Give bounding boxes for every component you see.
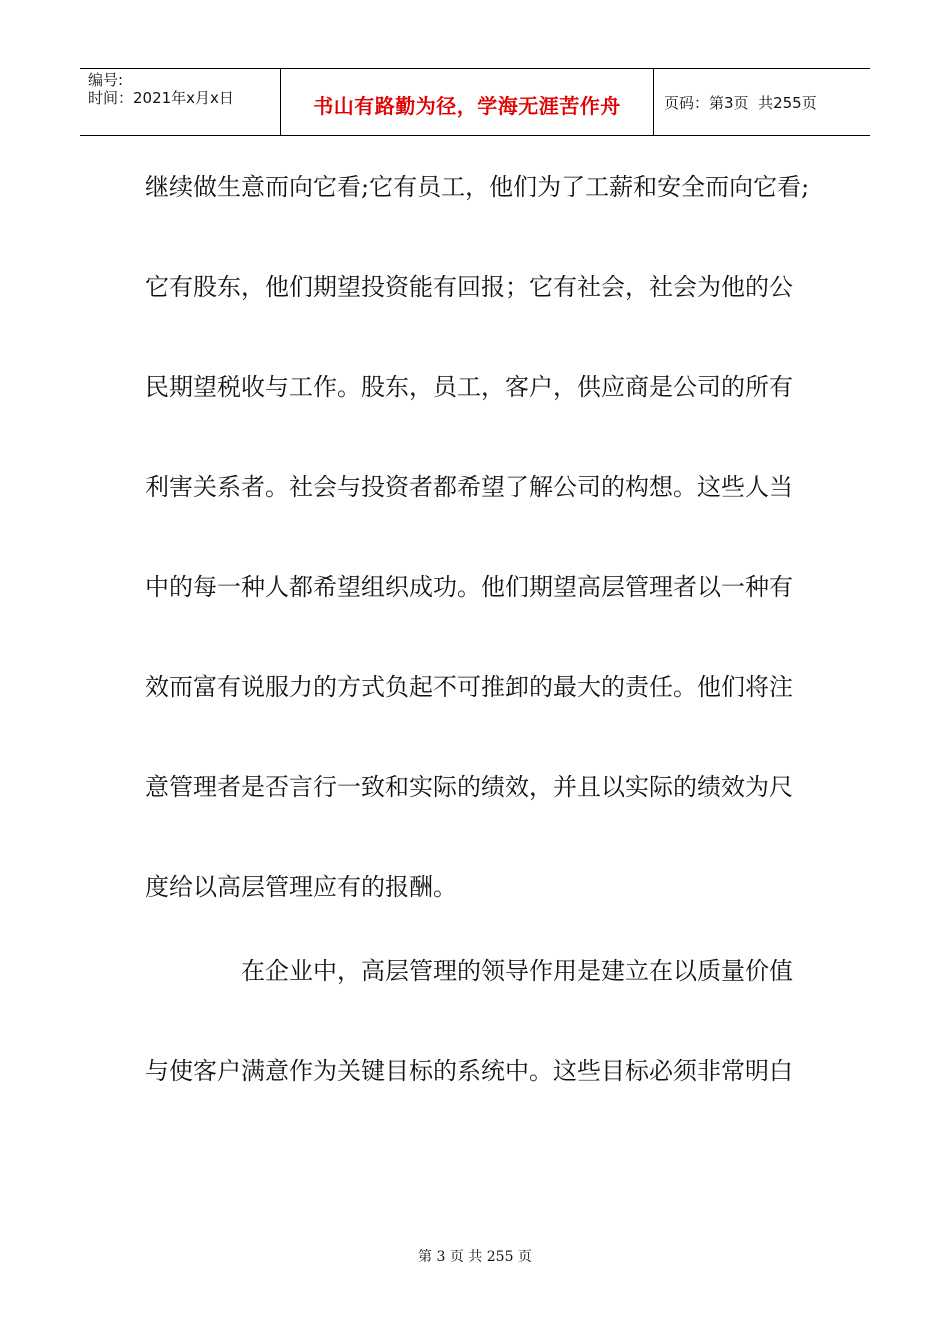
body-line: 与使客户满意作为关键目标的系统中。这些目标必须非常明白 bbox=[145, 1057, 793, 1085]
body-line: 继续做生意而向它看;它有员工，他们为了工薪和安全而向它看; bbox=[145, 173, 810, 201]
header-motto: 书山有路勤为径，学海无涯苦作舟 bbox=[313, 93, 621, 118]
body-line: 民期望税收与工作。股东，员工，客户，供应商是公司的所有 bbox=[145, 373, 793, 401]
body-line: 效而富有说服力的方式负起不可推卸的最大的责任。他们将注 bbox=[145, 673, 793, 701]
document-date-label: 时间：2021年x月x日 bbox=[88, 89, 234, 107]
body-line: 它有股东，他们期望投资能有回报；它有社会，社会为他的公 bbox=[145, 273, 793, 301]
header-meta-cell bbox=[80, 69, 281, 135]
body-line: 意管理者是否言行一致和实际的绩效，并且以实际的绩效为尺 bbox=[145, 773, 793, 801]
body-line: 利害关系者。社会与投资者都希望了解公司的构想。这些人当 bbox=[145, 473, 793, 501]
header-page-info: 页码：第3页 共255页 bbox=[664, 93, 817, 112]
page-footer: 第 3 页 共 255 页 bbox=[418, 1249, 532, 1265]
document-number-label: 编号: bbox=[88, 71, 124, 89]
header-motto-cell bbox=[281, 69, 654, 135]
page-header bbox=[80, 68, 870, 136]
header-page-cell bbox=[654, 69, 870, 135]
body-line: 中的每一种人都希望组织成功。他们期望高层管理者以一种有 bbox=[145, 573, 793, 601]
paragraph-start-line: 在企业中，高层管理的领导作用是建立在以质量价值 bbox=[241, 957, 793, 985]
body-line: 度给以高层管理应有的报酬。 bbox=[145, 873, 457, 901]
